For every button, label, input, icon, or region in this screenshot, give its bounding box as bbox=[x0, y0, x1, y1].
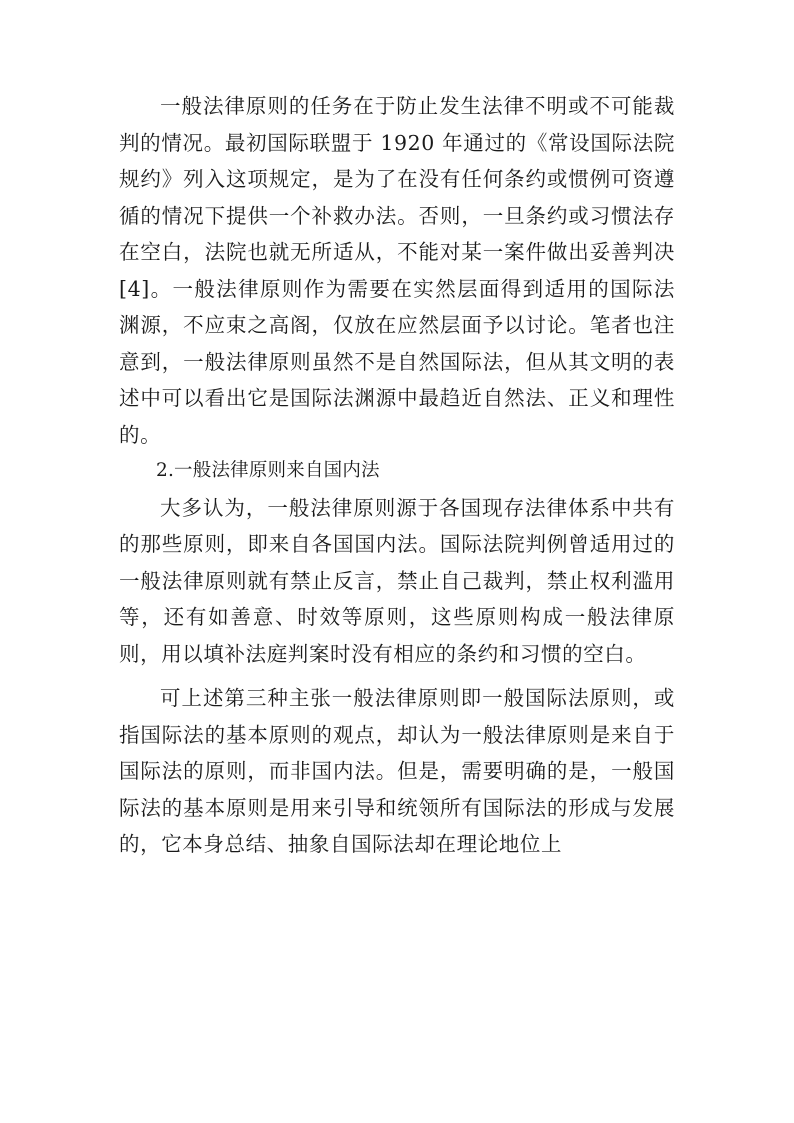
paragraph-general-principles-purpose: 一般法律原则的任务在于防止发生法律不明或不可能裁判的情况。最初国际联盟于 1920 年通过的《常设国际法院规约》列入这项规定，是为了在没有任何条约或惯例可资遵循的情况下提供一个补救办法。否则，一旦条约或习惯法存在空白，法院也就无所适从，不能对某一案件做出妥善判决[4]。一般法律原则作为需要在实然层面得到适用的国际法渊源，不应束之高阁，仅放在应然层面予以讨论。笔者也注意到，一般法律原则虽然不是自然国际法，但从其文明的表述中可以看出它是国际法渊源中最趋近自然法、正义和理性的。 bbox=[119, 94, 675, 447]
document-body bbox=[119, 88, 675, 863]
paragraph-international-law-view: 可上述第三种主张一般法律原则即一般国际法原则，或指国际法的基本原则的观点，却认为一般法律原则是来自于国际法的原则，而非国内法。但是，需要明确的是，一般国际法的基本原则是用来引导和统领所有国际法的形成与发展的，它本身总结、抽象自国际法却在理论地位上 bbox=[119, 686, 675, 856]
paragraph-domestic-law-origin: 大多认为，一般法律原则源于各国现存法律体系中共有的那些原则，即来自各国国内法。国际法院判例曾适用过的一般法律原则就有禁止反言，禁止自己裁判，禁止权利滥用等，还有如善意、时效等原则，这些原则构成一般法律原则，用以填补法庭判案时没有相应的条约和习惯的空白。 bbox=[119, 495, 675, 666]
section-heading-domestic-law: 2.一般法律原则来自国内法 bbox=[156, 460, 380, 481]
